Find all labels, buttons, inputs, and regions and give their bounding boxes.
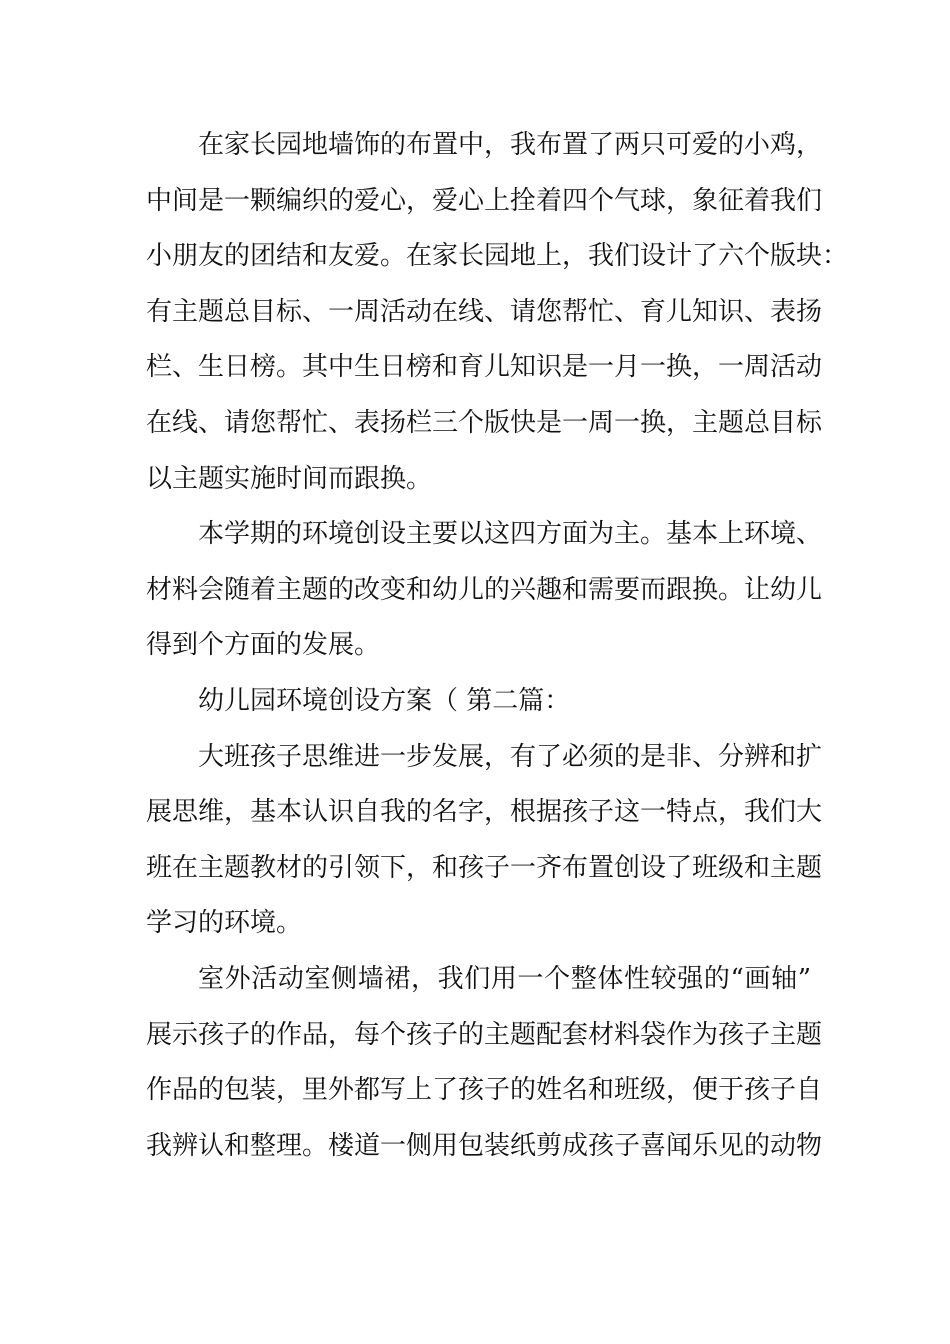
text-line: 在家长园地墙饰的布置中，我布置了两只可爱的小鸡，	[198, 130, 823, 160]
text-line: 有主题总目标、一周活动在线、请您帮忙、育儿知识、表扬	[146, 296, 823, 327]
text-line: 栏、生日榜。其中生日榜和育儿知识是一月一换，一周活动	[146, 352, 823, 383]
paragraph	[146, 730, 823, 952]
paragraph	[146, 507, 823, 674]
text-line: 在线、请您帮忙、表扬栏三个版快是一周一换，主题总目标	[146, 407, 823, 438]
text-line: 材料会随着主题的改变和幼儿的兴趣和需要而跟换。让幼儿	[146, 574, 823, 605]
text-line: 班在主题教材的引领下，和孩子一齐布置创设了班级和主题	[146, 852, 823, 883]
text-line: 作品的包装，里外都写上了孩子的姓名和班级，便于孩子自	[146, 1075, 823, 1106]
text-line: 大班孩子思维进一步发展，有了必须的是非、分辨和扩	[198, 741, 823, 772]
text-line: 本学期的环境创设主要以这四方面为主。基本上环境、	[198, 519, 823, 550]
text-line: 以主题实施时间而跟换。	[146, 463, 433, 494]
text-line: 学习的环境。	[146, 908, 303, 939]
paragraph	[146, 674, 811, 730]
text-line: 我辨认和整理。楼道一侧用包装纸剪成孩子喜闻乐见的动物	[146, 1130, 823, 1161]
text-line: 得到个方面的发展。	[146, 630, 381, 661]
document-body	[146, 118, 849, 1174]
text-line: 小朋友的团结和友爱。在家长园地上，我们设计了六个版块：	[146, 241, 849, 272]
text-line: 展思维，基本认识自我的名字，根据孩子这一特点，我们大	[146, 797, 823, 828]
text-line: 室外活动室侧墙裙，我们用一个整体性较强的“画轴”	[198, 963, 811, 994]
paragraph	[146, 952, 823, 1174]
paragraph	[146, 118, 849, 507]
text-line: 展示孩子的作品，每个孩子的主题配套材料袋作为孩子主题	[146, 1019, 823, 1050]
text-line: 幼儿园环境创设方案（ 第二篇：	[198, 685, 571, 716]
text-line: 中间是一颗编织的爱心，爱心上拴着四个气球，象征着我们	[146, 185, 823, 216]
